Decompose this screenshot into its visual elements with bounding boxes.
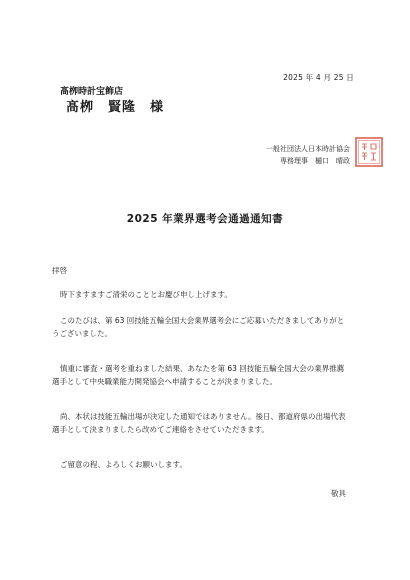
paragraph-1 bbox=[52, 288, 362, 301]
paragraph-line: 尚、本状は技能五輪出場が決定した通知ではありません。後日、都道府県の出場代表 bbox=[60, 412, 346, 421]
paragraph-line: このたびは、第 63 回技能五輪全国大会業界選考会にご応募いただきましてありがと bbox=[60, 316, 345, 325]
salutation: 拝啓 bbox=[52, 266, 67, 275]
sender-name: 専務理事 樋口 晴政 bbox=[280, 157, 350, 165]
paragraph-line: うございました。 bbox=[52, 329, 112, 338]
paragraph-line: 時下ますますご清栄のこととお慶び申し上げます。 bbox=[60, 290, 232, 299]
letter-date: 2025 年 4 月 25 日 bbox=[283, 73, 354, 82]
paragraph-4 bbox=[52, 410, 362, 436]
paragraph-line: ご留意の程、よろしくお願いします。 bbox=[60, 460, 187, 469]
document-title: 2025 年業界選考会通過通知書 bbox=[126, 213, 284, 225]
recipient-name: 髙栁 賢隆 様 bbox=[66, 100, 165, 115]
paragraph-line: 選手として中央職業能力開発協会へ申請することが決まりました。 bbox=[52, 377, 277, 386]
paragraph-3 bbox=[52, 362, 362, 388]
paragraph-line: 選手として決まりましたら改めてご連絡をさせていただきます。 bbox=[52, 425, 269, 434]
paragraph-2 bbox=[52, 314, 362, 340]
paragraph-line: 慎重に審査・選考を重ねました結果、あなたを第 63 回技能五輪全国大会の業界推薦 bbox=[60, 364, 345, 373]
paragraph-5 bbox=[52, 458, 362, 471]
recipient-shop-name: 髙栁時計宝飾店 bbox=[60, 87, 124, 97]
closing-remark: 敬具 bbox=[331, 489, 346, 498]
sender-organization: 一般社団法人日本時計協会 bbox=[266, 145, 350, 153]
official-seal-icon bbox=[354, 136, 384, 168]
